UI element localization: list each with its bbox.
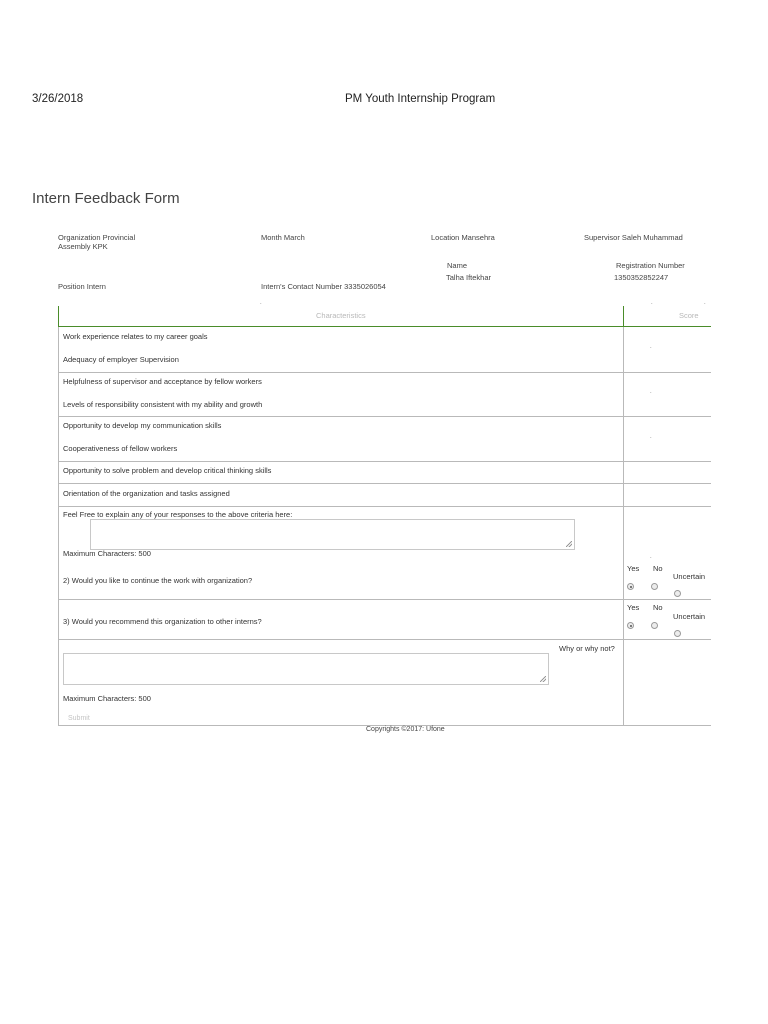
score-mark: . <box>650 389 652 395</box>
resize-handle-icon[interactable] <box>566 541 572 547</box>
characteristics-header: Characteristics <box>316 311 366 320</box>
q3-uncertain-radio[interactable] <box>674 630 681 637</box>
organization-line-2: Assembly KPK <box>58 242 108 251</box>
name-label: Name <box>447 261 468 270</box>
submit-button[interactable]: Submit <box>68 715 90 722</box>
copyright-footer: Copyrights ©2017: Ufone <box>366 726 445 733</box>
question-continue: 2) Would you like to continue the work with organization? <box>63 576 253 585</box>
score-mark: . <box>650 344 652 350</box>
position-field: Position Intern <box>58 282 106 291</box>
form-title: Intern Feedback Form <box>32 190 180 207</box>
dot-mark: . <box>704 300 706 306</box>
criteria-career-goals: Work experience relates to my career goals <box>63 332 208 341</box>
criteria-communication: Opportunity to develop my communication skills <box>63 421 222 430</box>
feedback-prompt: Feel Free to explain any of your responses to the above criteria here: <box>63 510 293 519</box>
q2-uncertain-label: Uncertain <box>673 572 706 581</box>
criteria-orientation: Orientation of the organization and tasks assigned <box>63 489 230 498</box>
organization-field <box>58 233 135 251</box>
score-mark: . <box>650 434 652 440</box>
q3-yes-label: Yes <box>627 603 640 612</box>
q2-no-label: No <box>653 564 663 573</box>
name-field <box>447 261 491 282</box>
feedback-textarea[interactable] <box>90 519 575 550</box>
why-max-chars: Maximum Characters: 500 <box>63 694 151 703</box>
feedback-max-chars: Maximum Characters: 500 <box>63 549 151 558</box>
score-header: Score <box>679 311 699 320</box>
contact-field: Intern's Contact Number 3335026054 <box>261 282 386 291</box>
name-value: Talha Iftekhar <box>446 273 492 282</box>
resize-handle-icon[interactable] <box>540 676 546 682</box>
q3-no-label: No <box>653 603 663 612</box>
criteria-supervision: Adequacy of employer Supervision <box>63 355 179 364</box>
registration-field <box>616 261 685 282</box>
why-textarea[interactable] <box>63 653 549 685</box>
program-title: PM Youth Internship Program <box>345 93 496 105</box>
location-field: Location Mansehra <box>431 233 495 242</box>
q3-no-radio[interactable] <box>651 622 658 629</box>
q2-yes-label: Yes <box>627 564 640 573</box>
why-label: Why or why not? <box>559 644 615 653</box>
q3-yes-radio[interactable] <box>627 622 634 629</box>
registration-label: Registration Number <box>616 261 685 270</box>
q2-yes-radio[interactable] <box>627 583 634 590</box>
feedback-table <box>58 306 711 726</box>
q2-uncertain-radio[interactable] <box>674 590 681 597</box>
score-mark: . <box>650 554 652 560</box>
criteria-responsibility: Levels of responsibility consistent with my ability and growth <box>63 400 263 409</box>
month-field: Month March <box>261 233 305 242</box>
dot-mark: . <box>651 300 653 306</box>
print-date: 3/26/2018 <box>32 93 84 105</box>
question-recommend: 3) Would you recommend this organization to other interns? <box>63 617 262 626</box>
criteria-critical-thinking: Opportunity to solve problem and develop critical thinking skills <box>63 466 272 475</box>
dot-mark: . <box>260 300 262 306</box>
criteria-helpfulness: Helpfulness of supervisor and acceptance by fellow workers <box>63 377 262 386</box>
q3-uncertain-label: Uncertain <box>673 612 706 621</box>
registration-value: 1350352852247 <box>614 273 669 282</box>
criteria-cooperativeness: Cooperativeness of fellow workers <box>63 444 178 453</box>
organization-line-1: Organization Provincial <box>58 233 136 242</box>
q2-no-radio[interactable] <box>651 583 658 590</box>
supervisor-field: Supervisor Saleh Muhammad <box>584 233 683 242</box>
